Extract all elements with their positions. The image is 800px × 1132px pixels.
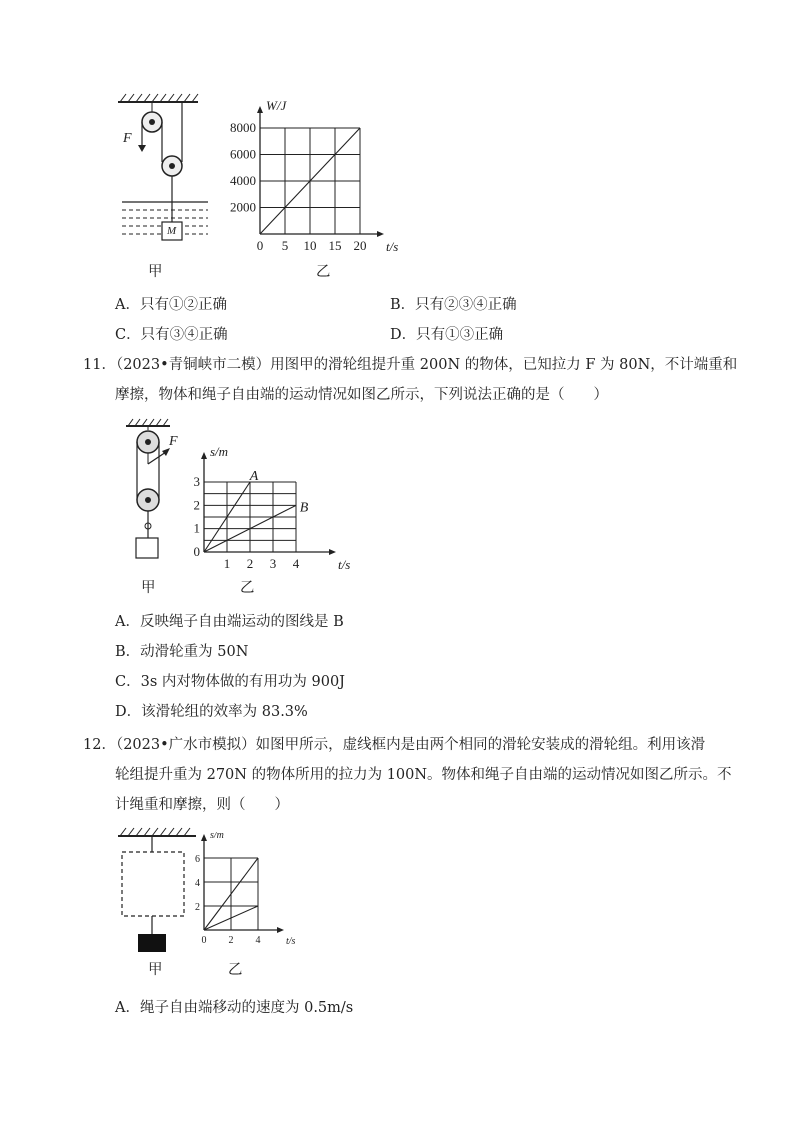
q12-distance-time-chart [190,832,300,950]
q11-force-label: F [169,434,178,449]
x-tick-label: 5 [281,238,289,253]
q10-work-time-chart [220,98,410,258]
q11-option-c: C．3s 内对物体做的有用功为 900J [115,674,345,690]
q12-pulley-box-figure [110,820,200,960]
q10-option-c: C．只有③④正确 [115,327,228,343]
x-tick-label: 2 [228,935,234,946]
x-axis-label: t/s [338,557,351,572]
q11-option-d: D．该滑轮组的效率为 83.3% [115,704,308,720]
y-tick-label: 6000 [230,146,256,162]
x-tick-label: 20 [353,238,367,253]
x-tick-label: 1 [223,556,231,571]
y-axis-label: s/m [210,832,224,841]
y-tick-label: 6 [195,854,200,865]
x-axis-label: t/s [286,936,296,947]
x-tick-label: 0 [201,935,207,946]
q12-stem-line1: 12．（2023•广水市模拟）如图甲所示，虚线框内是由两个相同的滑轮安装成的滑轮组。利用该滑 [83,737,706,753]
q11-caption-jia: 甲 [141,580,156,596]
q10-pulley-figure [110,90,220,250]
y-tick-label: 4 [195,878,200,889]
y-axis-label: s/m [210,444,229,459]
y-tick-label: 0 [193,544,200,559]
x-tick-label: 10 [303,238,317,253]
y-axis-label: W/J [266,98,287,113]
y-tick-label: 8000 [230,120,256,135]
q11-stem-line1: 11．（2023•青铜峡市二模）用图甲的滑轮组提升重 200N 的物体，已知拉力 F 为 80N，不计端重和 [83,357,738,373]
q11-caption-yi: 乙 [240,580,255,596]
y-tick-label: 4000 [230,173,256,188]
q12-stem-line2: 轮组提升重为 270N 的物体所用的拉力为 100N。物体和绳子自由端的运动情况如图乙所示。不 [115,767,732,783]
q10-option-a: A．只有①②正确 [115,297,227,313]
q12-stem-line3: 计绳重和摩擦，则（ ） [115,797,289,813]
q11-option-b: B．动滑轮重为 50N [115,644,249,660]
y-tick-label: 2 [193,497,200,513]
x-tick-label: 3 [269,556,277,571]
q10-force-label: F [123,131,132,146]
x-tick-label: 4 [292,556,300,571]
y-tick-label: 3 [193,474,200,489]
y-tick-label: 2000 [230,199,256,215]
x-tick-label: 15 [328,238,342,253]
q11-distance-time-chart [182,440,352,580]
q11-option-a: A．反映绳子自由端运动的图线是 B [115,614,344,630]
q12-caption-yi: 乙 [228,962,243,978]
y-tick-label: 1 [193,520,200,536]
x-axis-label: t/s [386,239,399,254]
q10-caption-yi: 乙 [316,264,331,280]
series-label-a: A [249,469,259,484]
q10-caption-jia: 甲 [148,264,163,280]
series-label-b: B [299,500,309,516]
q10-block-label: M [167,225,177,237]
q10-option-d: D．只有①③正确 [390,327,504,343]
q10-option-b: B．只有②③④正确 [390,297,517,313]
q11-stem-line2: 摩擦，物体和绳子自由端的运动情况如图乙所示，下列说法正确的是（ ） [115,387,608,403]
q12-caption-jia: 甲 [148,962,163,978]
y-tick-label: 2 [195,902,200,913]
x-tick-label: 0 [256,238,264,253]
x-tick-label: 4 [255,935,261,946]
q12-option-a: A．绳子自由端移动的速度为 0.5m/s [115,1000,354,1016]
x-tick-label: 2 [246,556,254,571]
